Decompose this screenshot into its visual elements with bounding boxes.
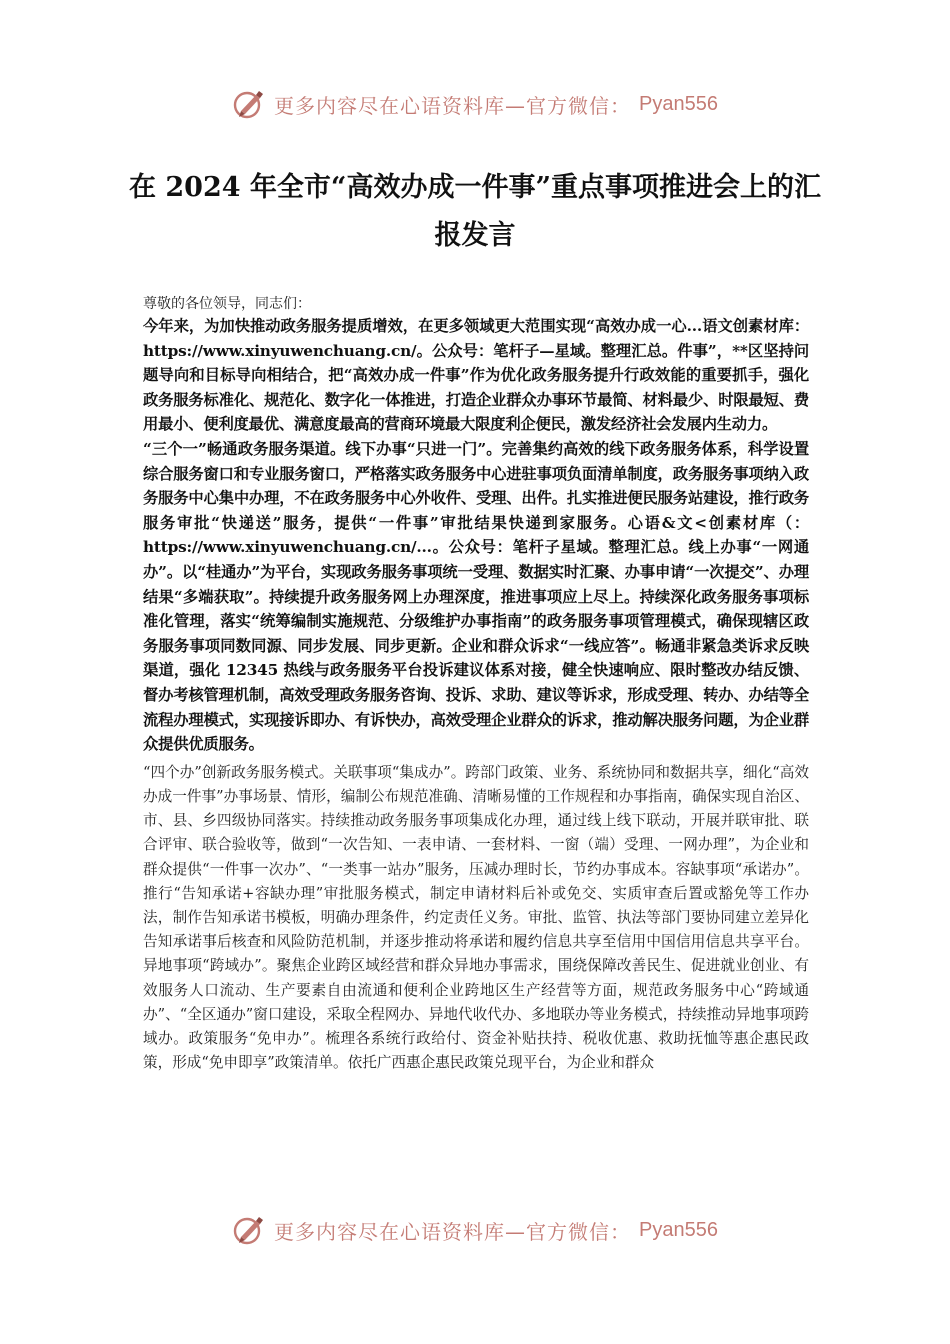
document-body xyxy=(143,294,809,1075)
paragraph-four-bans: “四个办”创新政务服务模式。关联事项“集成办”。跨部门政策、业务、系统协同和数据共享，细化“高效办成一件事”办事场景、情形，编制公布规范准确、清晰易懂的工作规程和办事指南，确保实现自治区、市、县、乡四级协同落实。持续推动政务服务事项集成化办理，通过线上线下联动，开展并联审批、联合评审、联合验收等，做到“一次告知、一表申请、一套材料、一窗（端）受理、一网办理”，为企业和群众提供“一件事一次办”、“一类事一站办”服务，压减办理时长，节约办事成本。容缺事项“承诺办”。推行“告知承诺+容缺办理”审批服务模式，制定申请材料后补或免交、实质审查后置或豁免等工作办法，制作告知承诺书模板，明确办理条件，约定责任义务。审批、监管、执法等部门要协同建立差异化告知承诺事后核查和风险防范机制，并逐步推动将承诺和履约信息共享至信用中国信用信息共享平台。异地事项“跨域办”。聚焦企业跨区域经营和群众异地办事需求，围绕保障改善民生、促进就业创业、有效服务人口流动、生产要素自由流通和便利企业跨地区生产经营等方面，规范政务服务中心“跨域通办”、“全区通办”窗口建设，采取全程网办、异地代收代办、多地联办等业务模式，持续推动异地事项跨域办。政策服务“免申办”。梳理各系统行政给付、资金补贴扶持、税收优惠、救助抚恤等惠企惠民政策，形成“免申即享”政策清单。依托广西惠企惠民政策兑现平台，为企业和群众 xyxy=(143,763,809,1072)
watermark-header xyxy=(0,82,950,126)
greeting: 尊敬的各位领导，同志们： xyxy=(143,296,311,312)
watermark-wechat-id: Pyan556 xyxy=(639,1218,718,1241)
watermark-text: 更多内容尽在心语资料库—官方微信： xyxy=(274,1219,632,1244)
watermark-footer xyxy=(0,1208,950,1252)
watermark-wechat-id: Pyan556 xyxy=(639,92,718,115)
document-title: 在 2024 年全市“高效办成一件事”重点事项推进会上的汇报发言 xyxy=(128,172,821,252)
pen-logo-icon xyxy=(232,87,266,121)
watermark-text: 更多内容尽在心语资料库—官方微信： xyxy=(274,93,632,118)
pen-logo-icon xyxy=(232,1213,266,1247)
paragraph-three-ones: “三个一”畅通政务服务渠道。线下办事“只进一门”。完善集约高效的线下政务服务体系，科学设置综合服务窗口和专业服务窗口，严格落实政务服务中心进驻事项负面清单制度，政务服务事项纳入政务服务中心集中办理，不在政务服务中心外收件、受理、出件。扎实推进便民服务站建设，推行政务服务审批“快递送”服务，提供“一件事”审批结果快递到家服务。心语&文<创素材库（：https://www.xinyuwenchuang.cn/...。公众号：笔杆子星域。整理汇总。线上办事“一网通办”。以“桂通办”为平台，实现政务服务事项统一受理、数据实时汇聚、办事申请“一次提交”、办理结果“多端获取”。持续提升政务服务网上办理深度，推进事项应上尽上。持续深化政务服务事项标准化管理，落实“统筹编制实施规范、分级维护办事指南”的政务服务事项管理模式，确保现辖区政务服务事项同数同源、同步发展、同步更新。企业和群众诉求“一线应答”。畅通非紧急类诉求反映渠道，强化 12345 热线与政务服务平台投诉建议体系对接，健全快速响应、限时整改办结反馈、督办考核管理机制，高效受理政务服务咨询、投诉、求助、建议等诉求，形成受理、转办、办结等全流程办理模式，实现接诉即办、有诉快办，高效受理企业群众的诉求，推动解决服务问题，为企业群众提供优质服务。 xyxy=(143,439,809,754)
paragraph-intro: 今年来，为加快推动政务服务提质增效，在更多领域更大范围实现“高效办成一心...语文创素材库：https://www.xinyuwenchuang.cn/。公众号：笔杆子—星域。整理汇总。件事”，**区坚持问题导向和目标导向相结合，把“高效办成一件事”作为优化政务服务提升行政效能的重要抓手，强化政务服务标准化、规范化、数字化一体推进，打造企业群众办事环节最简、材料最少、时限最短、费用最小、便利度最优、满意度最高的营商环境最大限度利企便民，激发经济社会发展内生动力。 xyxy=(143,317,809,434)
